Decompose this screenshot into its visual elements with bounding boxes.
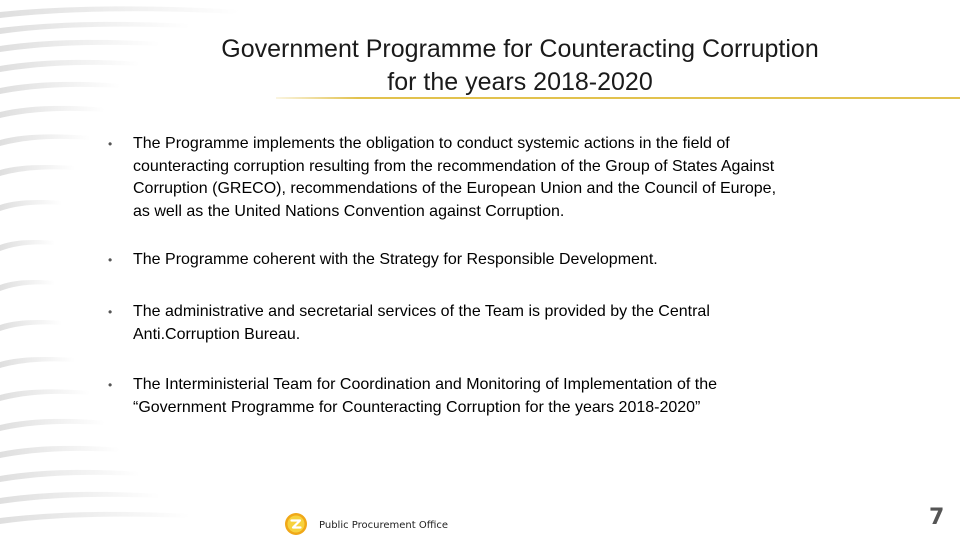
page-title-line-1: Government Programme for Counteracting Corruption bbox=[221, 35, 819, 63]
footer-organization-name: Public Procurement Office bbox=[319, 520, 449, 531]
ppo-logo-icon bbox=[284, 512, 308, 536]
bullet-text bbox=[133, 301, 868, 346]
page-title bbox=[170, 33, 870, 99]
bullet-text bbox=[133, 374, 868, 419]
title-underline-rule bbox=[276, 97, 960, 99]
bullet-line: “Government Programme for Counteracting Corruption for the years 2018-2020” bbox=[133, 398, 701, 416]
bullet-text bbox=[133, 133, 868, 223]
bullet-line: counteracting corruption resulting from the recommendation of the Group of States Against bbox=[133, 157, 775, 175]
page-title-line-2: for the years 2018-2020 bbox=[387, 68, 653, 96]
bullet-line: The Programme coherent with the Strategy for Responsible Development. bbox=[133, 251, 658, 268]
bullet-line: Corruption (GRECO), recommendations of the European Union and the Council of Europe, bbox=[133, 180, 777, 197]
bullet-line: The administrative and secretarial services of the Team is provided by the Central bbox=[133, 303, 710, 320]
bullet-line: The Programme implements the obligation to conduct systemic actions in the field of bbox=[133, 135, 730, 152]
page-number: 7 bbox=[929, 505, 945, 530]
bullet-marker: • bbox=[108, 305, 113, 319]
bullet-line: as well as the United Nations Convention against Corruption. bbox=[133, 202, 565, 220]
bullet-marker: • bbox=[108, 378, 113, 392]
bullet-marker: • bbox=[108, 137, 113, 151]
bullet-marker: • bbox=[108, 253, 113, 267]
bullet-line: Anti.Corruption Bureau. bbox=[133, 325, 301, 343]
bullet-line: The Interministerial Team for Coordination and Monitoring of Implementation of the bbox=[133, 376, 718, 393]
bullet-text bbox=[133, 249, 868, 272]
